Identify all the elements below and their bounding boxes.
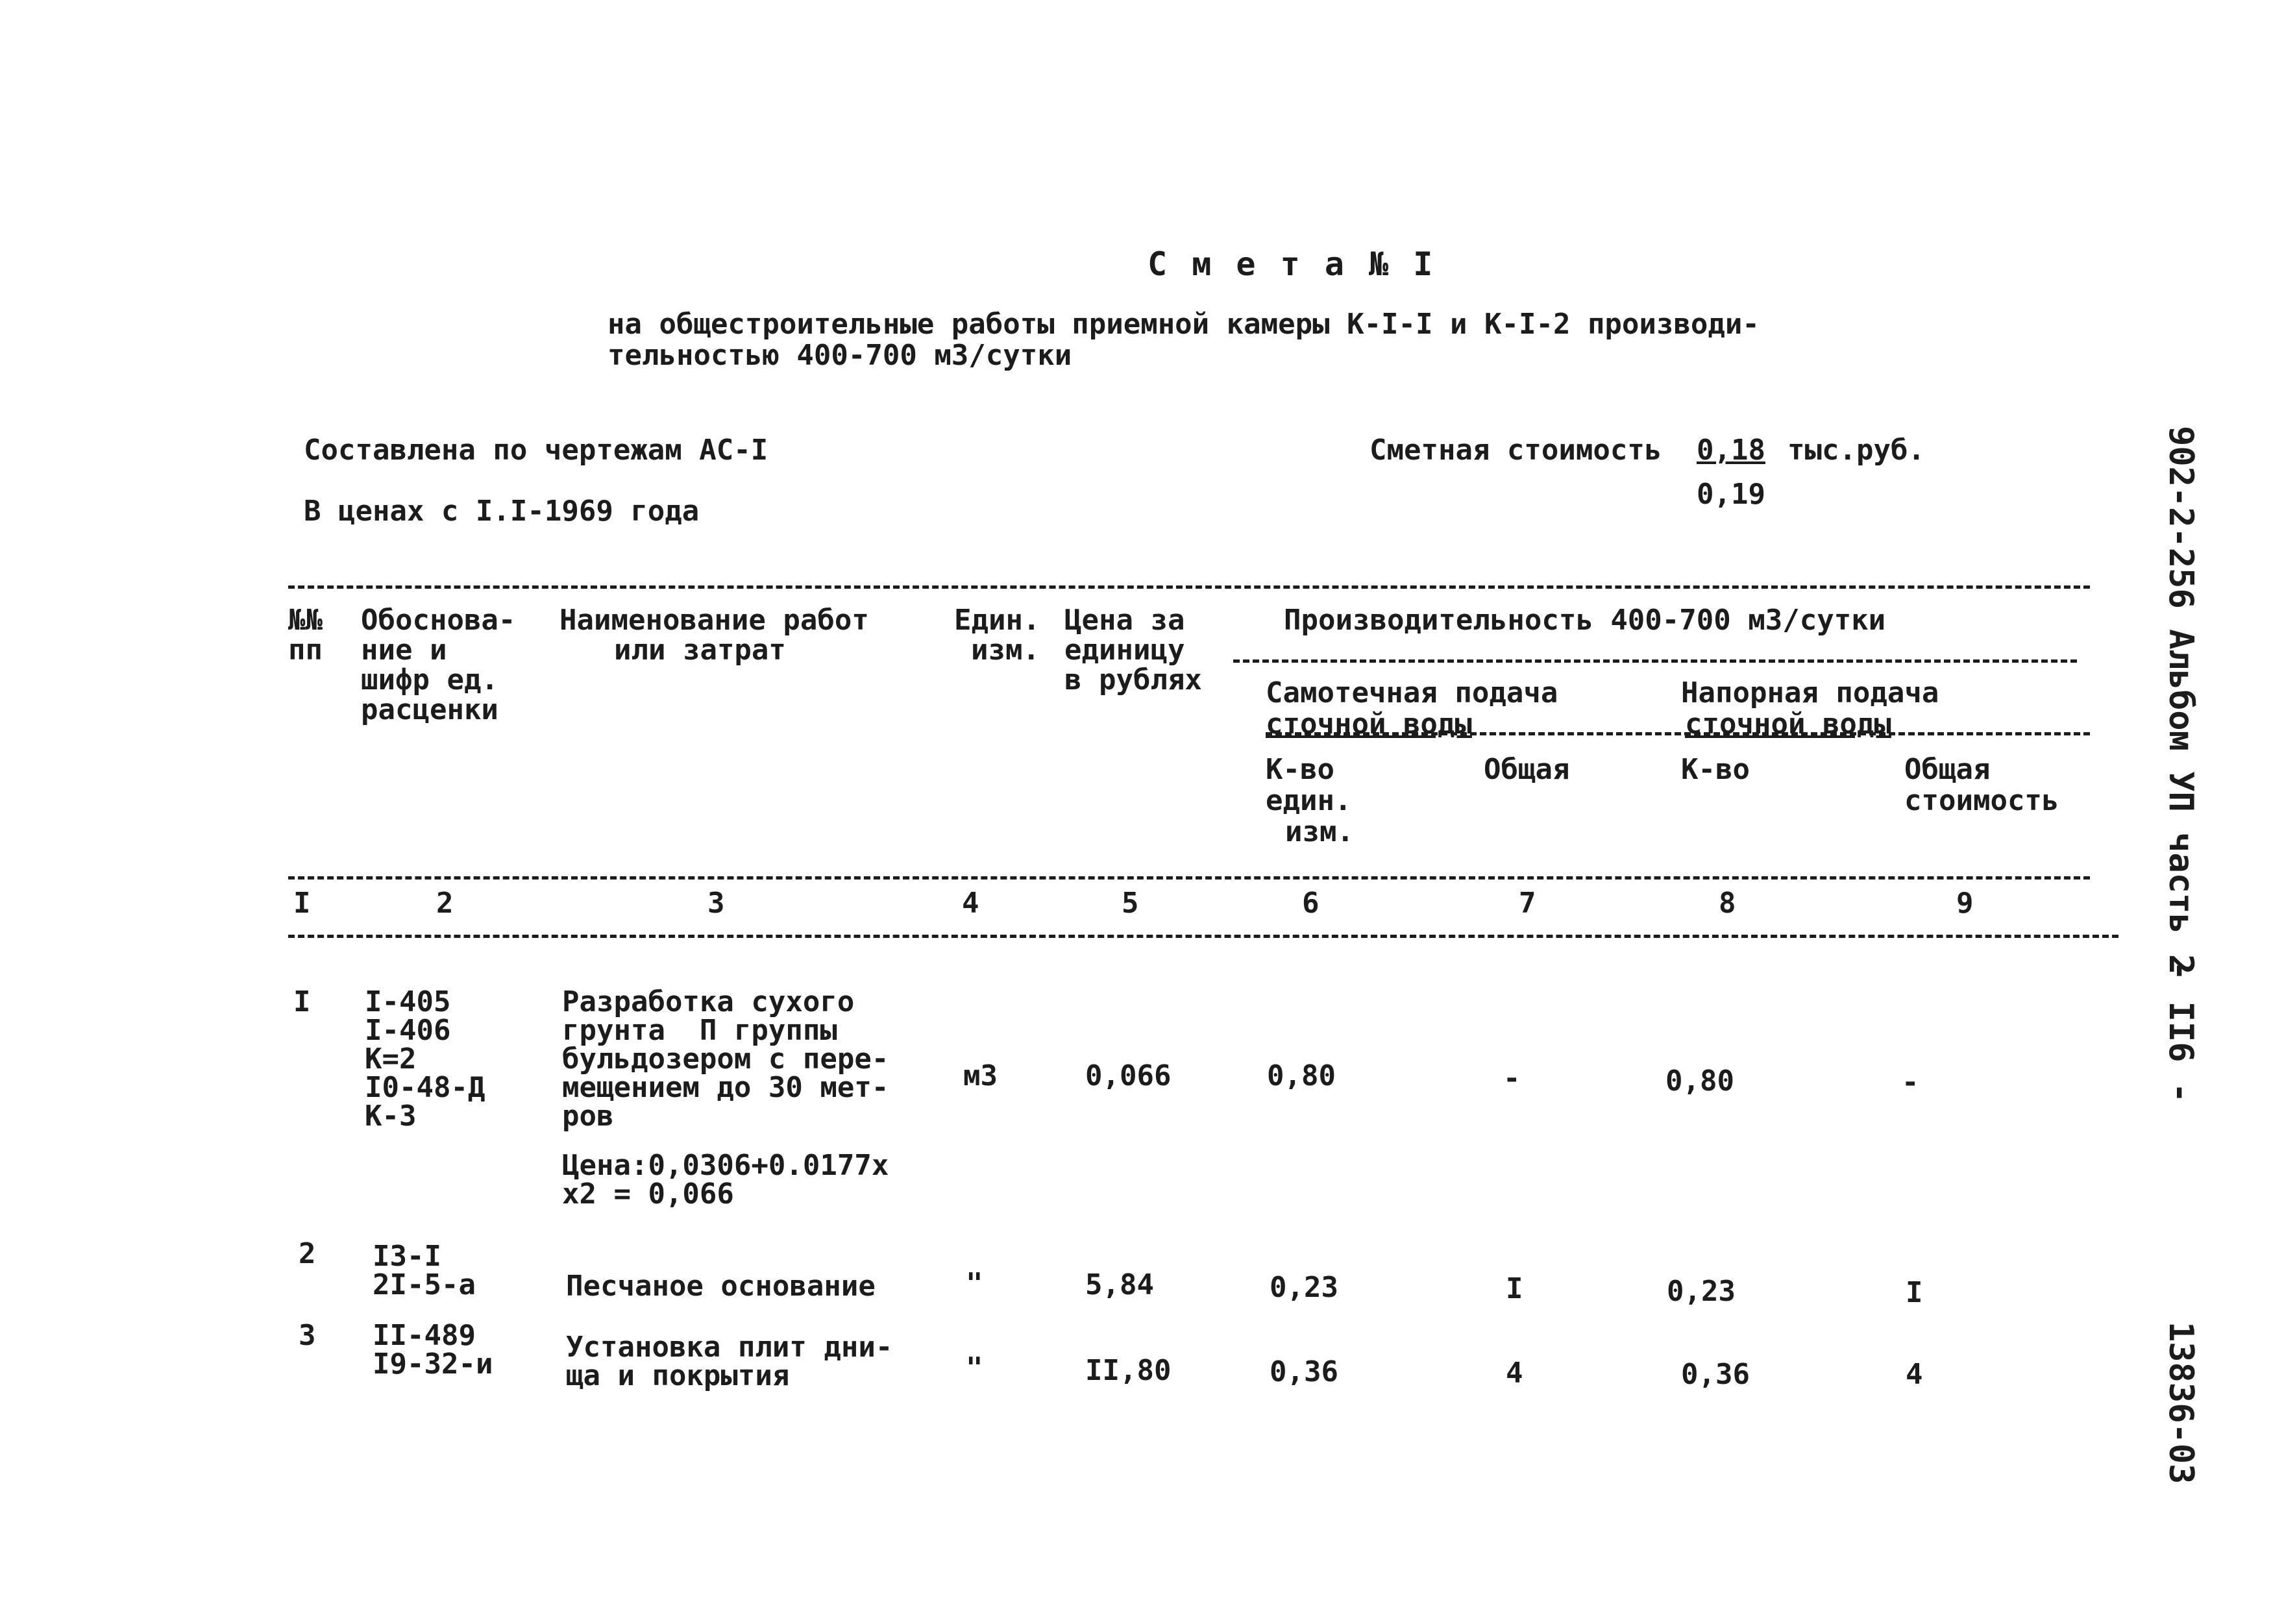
row3-qty2: 0,36 xyxy=(1681,1358,1750,1391)
row3-price: II,80 xyxy=(1085,1354,1172,1387)
row1-code-4: I0-48-Д xyxy=(365,1071,485,1104)
header-col3-line1: Наименование работ xyxy=(559,604,869,637)
group-rule xyxy=(1233,659,2077,663)
side-page-number: - II6 - xyxy=(2161,961,2200,1103)
header-col3-line2: или затрат xyxy=(614,634,786,667)
header-bottom-rule xyxy=(288,876,2090,880)
header-col5-line1: Цена за xyxy=(1064,604,1185,637)
col-number-7: 7 xyxy=(1519,887,1536,920)
header-col9-line1: Общая xyxy=(1904,753,1991,786)
col-number-8: 8 xyxy=(1719,887,1736,920)
header-col8: К-во xyxy=(1681,753,1750,786)
row2-total1: I xyxy=(1506,1272,1523,1305)
document-subtitle-line1: на общестроительные работы приемной камеры К-I-I и К-I-2 производи- xyxy=(608,308,1760,341)
estimated-cost-unit: тыс.руб. xyxy=(1787,434,1925,467)
row1-note-1: Цена:0,0306+0.0177х xyxy=(562,1149,889,1182)
row1-qty2: 0,80 xyxy=(1665,1064,1734,1098)
row1-qty1: 0,80 xyxy=(1267,1059,1336,1092)
row1-name-2: грунта П группы xyxy=(562,1014,837,1047)
header-col2-line2: ние и xyxy=(361,634,447,667)
row1-code-5: К-3 xyxy=(365,1100,417,1133)
row1-code-2: I-406 xyxy=(365,1014,451,1047)
row3-name-1: Установка плит дни- xyxy=(566,1331,893,1364)
header-col6-line1: К-во xyxy=(1266,753,1334,786)
row1-price: 0,066 xyxy=(1085,1059,1172,1092)
row3-qty1: 0,36 xyxy=(1270,1355,1338,1388)
header-col2-line4: расценки xyxy=(361,693,498,726)
row1-note-2: х2 = 0,066 xyxy=(562,1177,734,1211)
col-number-3: 3 xyxy=(707,887,725,920)
header-col7: Общая xyxy=(1484,753,1570,786)
row1-total1: - xyxy=(1503,1062,1521,1095)
side-code-top: 902-2-256 Альбом УП часть 2 xyxy=(2161,426,2200,975)
col-number-1: I xyxy=(293,887,311,920)
col-numbers-rule xyxy=(288,935,2118,938)
header-col1-line1: №№ xyxy=(288,604,323,637)
header-col6-line2: един. xyxy=(1266,784,1352,817)
side-code-bottom: 13836-03 xyxy=(2161,1322,2200,1484)
compiled-by: Составлена по чертежам АС-I xyxy=(304,434,768,467)
header-col4-line1: Един. xyxy=(954,604,1040,637)
header-col5-line2: единицу xyxy=(1064,634,1185,667)
row1-code-1: I-405 xyxy=(365,985,451,1018)
estimated-cost-value: 0,18 xyxy=(1697,434,1765,467)
row3-code-2: I9-32-и xyxy=(373,1347,493,1381)
header-sub2-line2: сточной воды xyxy=(1685,707,1891,741)
header-sub2-line1: Напорная подача xyxy=(1681,676,1939,709)
document-subtitle-line2: тельностью 400-700 м3/сутки xyxy=(608,339,1072,372)
prices-as-of: В ценах с I.I-1969 года xyxy=(304,495,700,528)
row1-name-1: Разработка сухого xyxy=(562,985,855,1018)
row1-total2: - xyxy=(1902,1066,1919,1099)
row3-unit: " xyxy=(966,1351,983,1384)
row2-num: 2 xyxy=(299,1237,316,1270)
row2-total2: I xyxy=(1906,1276,1923,1309)
row3-total2: 4 xyxy=(1906,1358,1923,1391)
row1-code-3: К=2 xyxy=(365,1042,417,1076)
col-number-2: 2 xyxy=(436,887,454,920)
header-col4-line2: изм. xyxy=(971,634,1040,667)
row2-unit: " xyxy=(966,1267,983,1300)
row2-qty2: 0,23 xyxy=(1667,1275,1736,1308)
row3-total1: 4 xyxy=(1506,1357,1523,1390)
header-col2-line1: Обоснова- xyxy=(361,604,516,637)
table-top-rule xyxy=(288,585,2090,589)
header-sub1-line2: сточной воды xyxy=(1266,707,1472,741)
row3-code-1: II-489 xyxy=(373,1319,476,1352)
row2-price: 5,84 xyxy=(1085,1268,1154,1301)
row3-name-2: ща и покрытия xyxy=(566,1359,790,1392)
header-sub1-line1: Самотечная подача xyxy=(1266,676,1558,709)
row2-qty1: 0,23 xyxy=(1270,1271,1338,1304)
row2-code-2: 2I-5-а xyxy=(373,1268,476,1301)
header-col1-line2: пп xyxy=(288,634,323,667)
row1-name-4: мещением до 30 мет- xyxy=(562,1071,889,1104)
row3-num: 3 xyxy=(299,1319,316,1352)
document-title: С м е т а № I xyxy=(1148,245,1436,283)
col-number-5: 5 xyxy=(1122,887,1139,920)
row2-code-1: I3-I xyxy=(373,1240,441,1273)
col-number-9: 9 xyxy=(1956,887,1974,920)
header-col2-line3: шифр ед. xyxy=(361,663,498,696)
header-group: Производительность 400-700 м3/сутки xyxy=(1284,604,1886,637)
row1-name-5: ров xyxy=(562,1100,614,1133)
row2-name-1: Песчаное основание xyxy=(566,1270,876,1303)
row1-unit: м3 xyxy=(963,1059,998,1092)
estimated-cost-label: Сметная стоимость xyxy=(1369,434,1662,467)
col-number-6: 6 xyxy=(1302,887,1320,920)
header-col5-line3: в рублях xyxy=(1064,663,1202,696)
header-col9-line2: стоимость xyxy=(1904,784,2059,817)
row1-name-3: бульдозером с пере- xyxy=(562,1042,889,1076)
header-col6-line3: изм. xyxy=(1285,815,1354,848)
estimated-cost-value-2: 0,19 xyxy=(1697,478,1765,511)
col-number-4: 4 xyxy=(962,887,979,920)
row1-num: I xyxy=(293,985,311,1018)
